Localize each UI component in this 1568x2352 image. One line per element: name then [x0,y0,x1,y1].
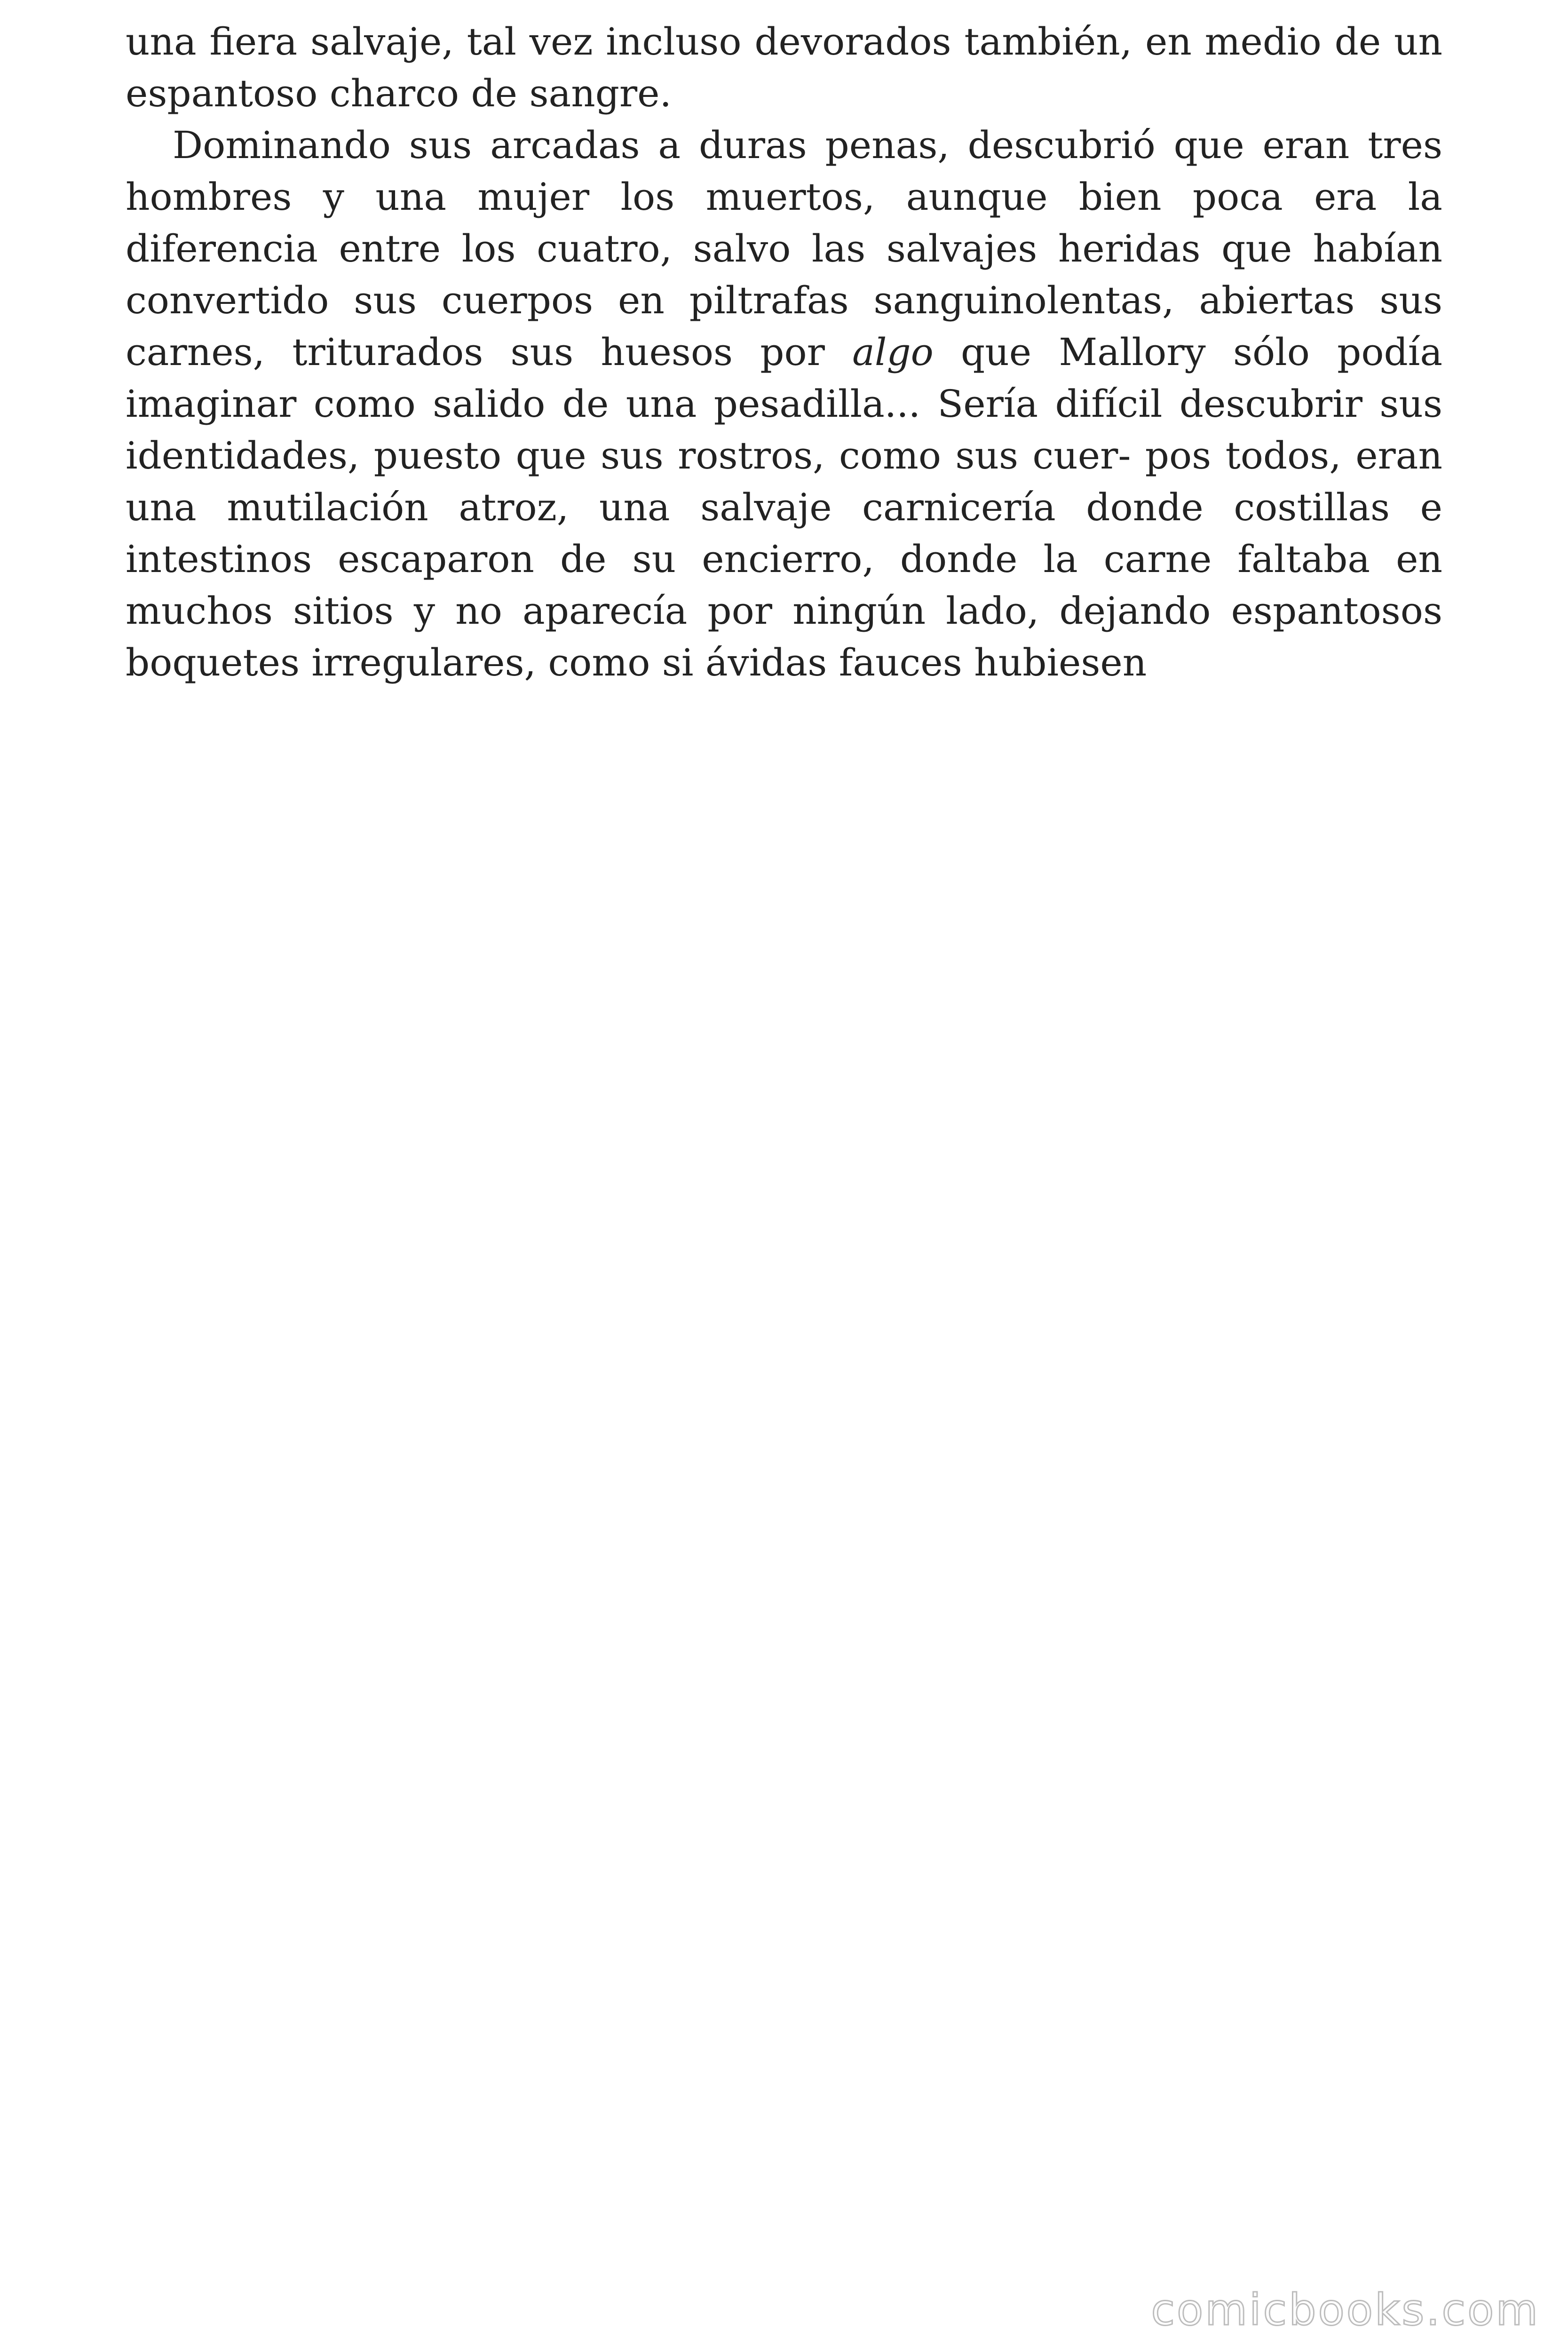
watermark-logo: comicbooks.com [1151,2285,1540,2335]
emphasized-word: algo [852,330,934,374]
paragraph-continuation [126,16,1442,119]
paragraph-main [126,119,1442,689]
paragraph-text-before: Dominando sus arcadas a duras penas, descubrió que eran tres hombres y una mujer los muertos, aunque bien poca era la diferencia entre los cuatro, salvo las salvajes heridas que habían convertido sus cuerpos en piltrafas sanguinolentas, abiertas sus carnes, triturados sus huesos por [126,123,1442,374]
paragraph-text: una fiera salvaje, tal vez incluso devorados también, en medio de un espantoso charco de sangre. [126,20,1442,115]
paragraph-text-after: que Mallory sólo podía imaginar como salido de una pesadilla... Sería difícil descubrir sus identidades, puesto que sus rostros, como sus cuer- pos todos, eran una mutilación atroz, una salvaje carnicería donde costillas e intestinos escaparon de su encierro, donde la carne faltaba en muchos sitios y no aparecía por ningún lado, dejando espantosos boquetes irregulares, como si ávidas fauces hubiesen [126,330,1443,684]
body-text [126,16,1442,689]
